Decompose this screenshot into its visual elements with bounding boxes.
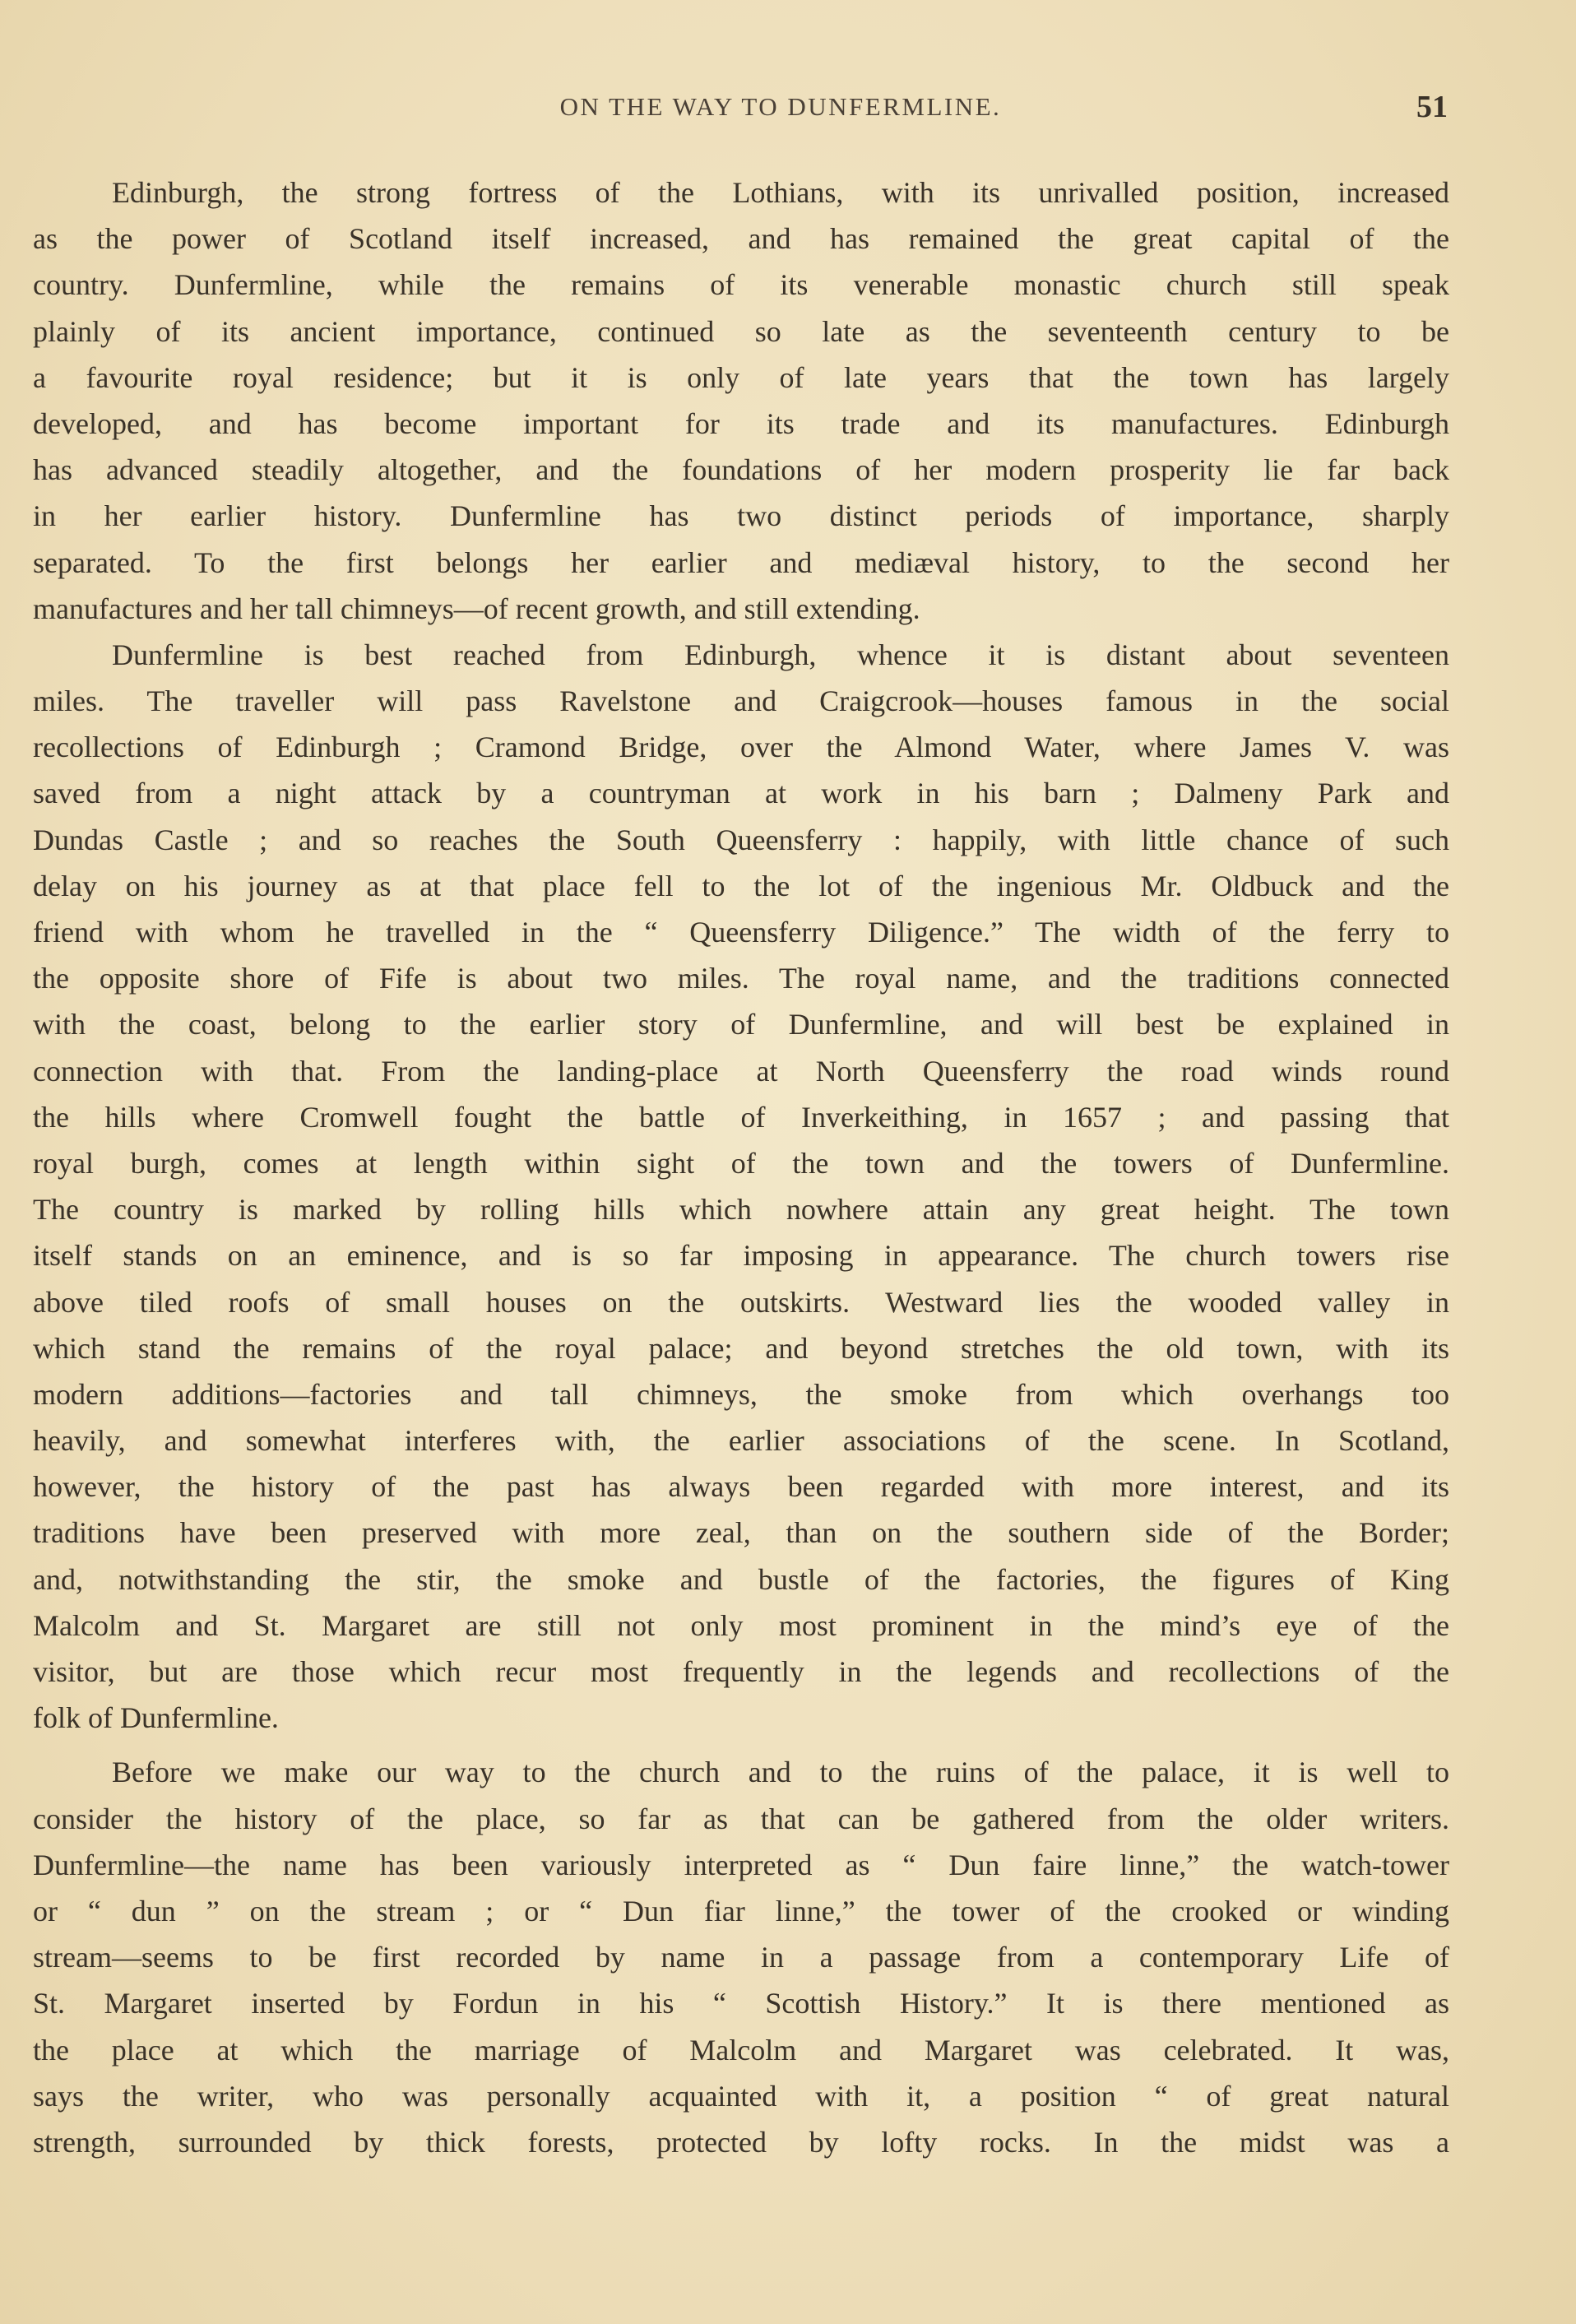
text-line: Malcolm and St. Margaret are still not only most prominent in the mind’s eye of the bbox=[33, 1608, 1449, 1642]
text-line: St. Margaret inserted by Fordun in his “ Scottish History.” It is there mentioned as bbox=[33, 1987, 1449, 2020]
text-line: Dundas Castle ; and so reaches the South Queensferry : happily, with little chance of such bbox=[33, 823, 1449, 856]
running-title: ON THE WAY TO DUNFERMLINE. bbox=[559, 92, 1002, 121]
page-number: 51 bbox=[1416, 90, 1448, 124]
paragraph-gap bbox=[33, 1741, 1449, 1749]
text-line: royal burgh, comes at length within sight of the town and the towers of Dunfermline. bbox=[33, 1146, 1449, 1180]
text-line: above tiled roofs of small houses on the outskirts. Westward lies the wooded valley in bbox=[33, 1285, 1449, 1319]
text-line: The country is marked by rolling hills which nowhere attain any great height. The town bbox=[33, 1193, 1449, 1227]
text-line: Edinburgh, the strong fortress of the Lothians, with its unrivalled position, increased bbox=[112, 176, 1449, 209]
text-line: separated. To the first belongs her earlier and mediæval history, to the second her bbox=[33, 545, 1449, 579]
text-line: the place at which the marriage of Malcolm and Margaret was celebrated. It was, bbox=[33, 2033, 1449, 2067]
text-line: visitor, but are those which recur most frequently in the legends and recollections of the bbox=[33, 1655, 1449, 1688]
text-line: recollections of Edinburgh ; Cramond Bridge, over the Almond Water, where James V. was bbox=[33, 731, 1449, 764]
text-line: Dunfermline is best reached from Edinburgh, whence it is distant about seventeen bbox=[112, 638, 1449, 671]
text-line: has advanced steadily altogether, and the foundations of her modern prosperity lie far back bbox=[33, 453, 1449, 487]
text-line: miles. The traveller will pass Ravelstone and Craigcrook—houses famous in the social bbox=[33, 684, 1449, 718]
text-line: as the power of Scotland itself increased, and has remained the great capital of the bbox=[33, 222, 1449, 256]
text-line: however, the history of the past has always been regarded with more interest, and its bbox=[33, 1470, 1449, 1504]
text-line: modern additions—factories and tall chimneys, the smoke from which overhangs too bbox=[33, 1377, 1449, 1411]
text-line: heavily, and somewhat interferes with, the earlier associations of the scene. In Scotland, bbox=[33, 1424, 1449, 1458]
text-line: folk of Dunfermline. bbox=[33, 1701, 279, 1735]
text-line: the opposite shore of Fife is about two miles. The royal name, and the traditions connected bbox=[33, 962, 1449, 995]
text-line: with the coast, belong to the earlier story of Dunfermline, and will best be explained in bbox=[33, 1008, 1449, 1041]
text-line: stream—seems to be first recorded by name in a passage from a contemporary Life of bbox=[33, 1941, 1449, 1974]
text-line: delay on his journey as at that place fell to the lot of the ingenious Mr. Oldbuck and the bbox=[33, 869, 1449, 902]
text-line: plainly of its ancient importance, continued so late as the seventeenth century to be bbox=[33, 314, 1449, 348]
text-line: Before we make our way to the church and to the ruins of the palace, it is well to bbox=[112, 1756, 1449, 1789]
text-line: traditions have been preserved with more zeal, than on the southern side of the Border; bbox=[33, 1516, 1449, 1550]
text-line: in her earlier history. Dunfermline has two distinct periods of importance, sharply bbox=[33, 499, 1449, 533]
text-line: manufactures and her tall chimneys—of recent growth, and still extending. bbox=[33, 591, 920, 625]
text-line: which stand the remains of the royal palace; and beyond stretches the old town, with its bbox=[33, 1331, 1449, 1365]
text-line: and, notwithstanding the stir, the smoke and bustle of the factories, the figures of King bbox=[33, 1562, 1449, 1596]
text-line: Dunfermline—the name has been variously interpreted as “ Dun faire linne,” the watch-tower bbox=[33, 1848, 1449, 1881]
text-line: connection with that. From the landing-place at North Queensferry the road winds round bbox=[33, 1054, 1449, 1088]
text-line: or “ dun ” on the stream ; or “ Dun fiar linne,” the tower of the crooked or winding bbox=[33, 1894, 1449, 1927]
text-line: consider the history of the place, so far as that can be gathered from the older writers. bbox=[33, 1802, 1449, 1835]
text-line: itself stands on an eminence, and is so far imposing in appearance. The church towers rise bbox=[33, 1239, 1449, 1273]
text-line: strength, surrounded by thick forests, protected by lofty rocks. In the midst was a bbox=[33, 2125, 1449, 2159]
text-line: developed, and has become important for its trade and its manufactures. Edinburgh bbox=[33, 406, 1449, 440]
paragraph-3 bbox=[33, 1749, 1449, 2165]
text-line: saved from a night attack by a countryman at work in his barn ; Dalmeny Park and bbox=[33, 777, 1449, 810]
text-line: says the writer, who was personally acquainted with it, a position “ of great natural bbox=[33, 2079, 1449, 2113]
paragraph-1 bbox=[33, 169, 1449, 632]
running-head bbox=[114, 89, 1448, 130]
paragraph-2 bbox=[33, 632, 1449, 1742]
body-text bbox=[33, 169, 1449, 2165]
text-line: a favourite royal residence; but it is only of late years that the town has largely bbox=[33, 360, 1449, 394]
text-line: friend with whom he travelled in the “ Queensferry Diligence.” The width of the ferry to bbox=[33, 916, 1449, 949]
text-line: the hills where Cromwell fought the battle of Inverkeithing, in 1657 ; and passing that bbox=[33, 1100, 1449, 1134]
text-line: country. Dunfermline, while the remains of its venerable monastic church still speak bbox=[33, 268, 1449, 302]
